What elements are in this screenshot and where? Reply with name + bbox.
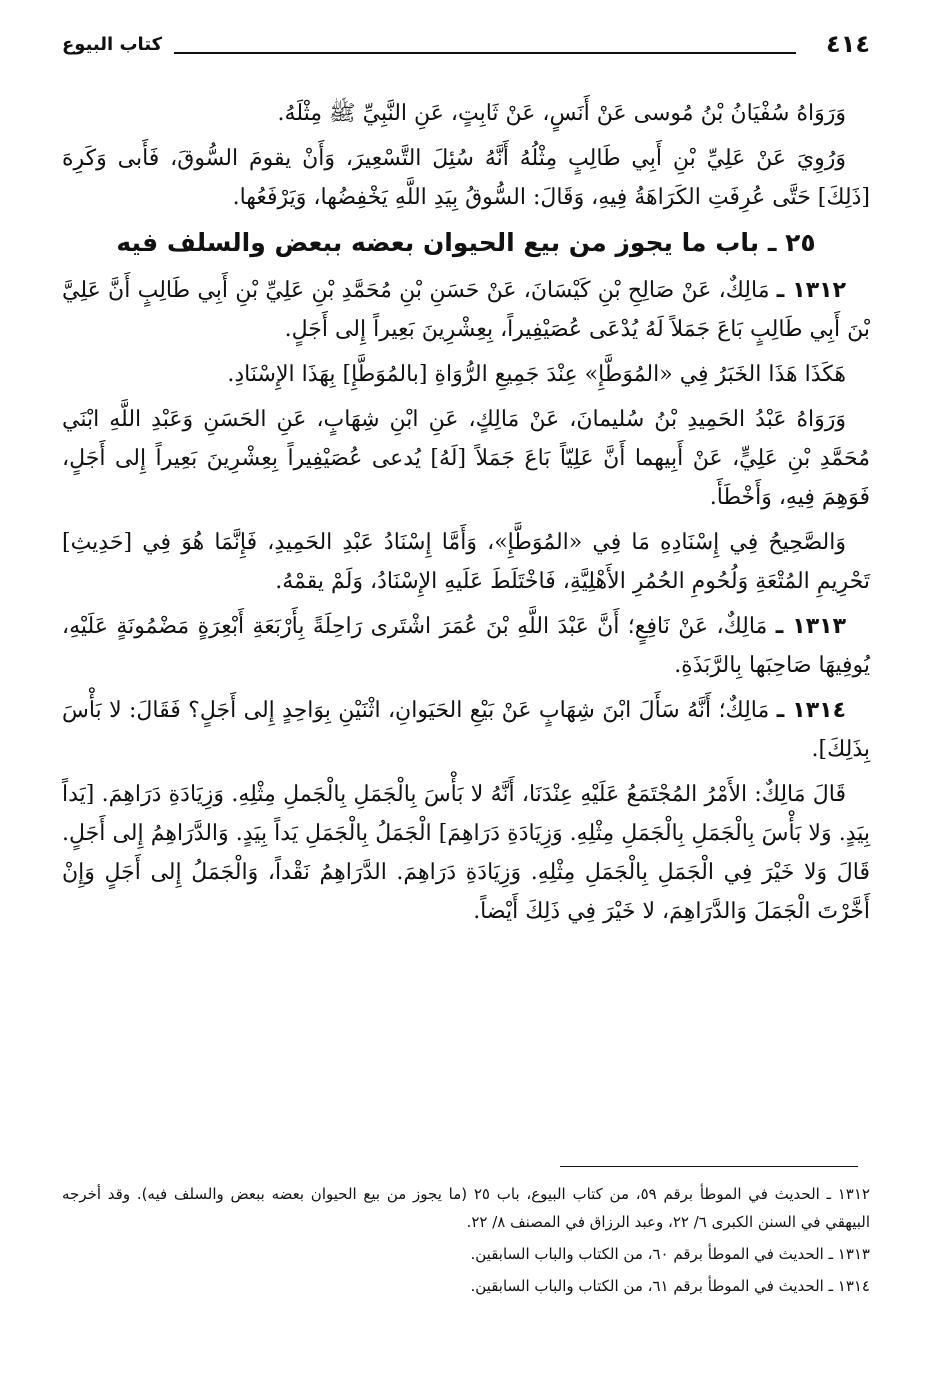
header-rule [174, 52, 796, 54]
hadith-number: ١٣١٣ ـ [775, 614, 846, 639]
main-text [62, 94, 870, 937]
footnote-rule [560, 1166, 858, 1167]
footnote-1313: ١٣١٣ ـ الحديث في الموطأ برقم ٦٠، من الكتاب والباب السابقين. [470, 1245, 870, 1263]
page-number: ٤١٤ [826, 30, 870, 58]
hadith-1312 [62, 271, 870, 349]
hadith-text: مَالِكٌ؛ أَنَّهُ سَأَلَ ابْنَ شِهَابٍ عَنْ بَيْعِ الحَيَوانِ، اثْنَيْنِ بِوَاحِدٍ إِلى أَجَلٍ؟ فَقَالَ: لا بَأْسَ بِذَلِكَ]. [62, 698, 870, 762]
hadith-number: ١٣١٢ ـ [776, 278, 846, 303]
paragraph: قَالَ مَالِكٌ: الأَمْرُ المُجْتَمَعُ عَلَيْهِ عِنْدَنَا، أَنَّهُ لا بَأْسَ بِالْجَمَلِ بِالْجَملِ مِثْلِهِ. وَزِيَادَةِ دَرَاهِمَ. [يَداً بِيَدٍ. وَلا بَأْسَ بِالْجَمَلِ بِالْجَمَلِ مِثْلِهِ. وَزِيَادَةِ دَرَاهِمَ] الْجَمَلُ بِالْجَمَلِ يَداً بِيَدٍ. وَالدَّرَاهِمُ إِلى أَجَلٍ. قَالَ وَلا خَيْرَ فِي الْجَمَلِ بِالْجَمَلِ مِثْلِهِ. وَزِيَادَةِ دَرَاهِمَ. الدَّرَاهِمُ نَقْداً، وَالْجَمَلُ إِلى أَجَلٍ وَإِنْ أَخَّرْتَ الْجَمَلَ وَالدَّرَاهِمَ، لا خَيْرَ فِي ذَلِكَ أَيْضاً. [62, 782, 870, 924]
paragraph: وَرَوَاهُ سُفْيَانُ بْنُ مُوسى عَنْ أَنَسٍ، عَنْ ثَابِتٍ، عَنِ النَّبِيِّ ﷺ مِثْلَهُ. [277, 101, 846, 126]
paragraph: هَكَذَا هَذَا الخَبَرُ فِي «المُوَطَّإِ» عِنْدَ جَمِيعِ الرُّوَاةِ [بالمُوَطَّإِ] بِهَذَا الإِسْنَادِ. [227, 362, 846, 387]
footnote-1312: ١٣١٢ ـ الحديث في الموطأ برقم ٥٩، من كتاب البيوع، باب ٢٥ (ما يجوز من بيع الحيوان بعضه ببعض والسلف فيه). وقد أخرجه البيهقي في السنن الكبرى ٦/ ٢٢، وعبد الرزاق في المصنف ٨/ ٢٢. [62, 1185, 870, 1231]
hadith-text: مَالِكٌ، عَنْ نَافِعٍ؛ أَنَّ عَبْدَ اللَّهِ بْنَ عُمَرَ اشْتَرى رَاحِلَةً بِأَرْبَعَةِ أَبْعِرَةٍ مَضْمُونَةٍ عَلَيْهِ، يُوفِيهَا صَاحِبَها بِالرَّبَذَةِ. [62, 614, 870, 678]
paragraph: وَرُوِيَ عَنْ عَلِيِّ بْنِ أَبِي طَالِبٍ مِثْلُهُ أَنَّهُ سُئِلَ التَّسْعِيرَ، وَأَنْ يقومَ السُّوقَ، فَأَبى وَكَرِهَ [ذَلِكَ] حَتَّى عُرِفَتِ الكَرَاهَةُ فِيهِ، وَقَالَ: السُّوقُ بِيَدِ اللَّهِ يَخْفِضُها، وَيَرْفَعُها. [62, 146, 870, 210]
chapter-heading: ٢٥ ـ باب ما يجوز من بيع الحيوان بعضه ببعض والسلف فيه [116, 228, 816, 257]
paragraph: وَالصَّحِيحُ فِي إِسْنَادِهِ مَا فِي «المُوَطَّإِ»، وَأَمَّا إِسْنَادُ عَبْدِ الحَمِيدِ، فَإِنَّمَا هُوَ فِي [حَدِيثِ] تَحْرِيمِ المُتْعَةِ وَلُحُومِ الحُمُرِ الأَهْلِيَّةِ، فَاخْتَلَطَ عَلَيهِ الإِسْنَادُ، وَلَمْ يقمْهُ. [62, 530, 870, 594]
hadith-1313 [62, 607, 870, 685]
footnote-1314: ١٣١٤ ـ الحديث في الموطأ برقم ٦١، من الكتاب والباب السابقين. [470, 1277, 870, 1295]
footnotes [62, 1180, 870, 1304]
page-header [62, 30, 870, 60]
hadith-1314 [62, 691, 870, 769]
hadith-text: مَالِكٌ، عَنْ صَالِحِ بْنِ كَيْسَانَ، عَنْ حَسَنِ بْنِ مُحَمَّدِ بْنِ عَلِيِّ بْنِ أَبِي طَالِبٍ أَنَّ عَلِيَّ بْنَ أَبِي طَالِبٍ بَاعَ جَمَلاً لَهُ يُدْعَى عُصَيْفِيراً، بِعِشْرِينَ بَعِيراً إِلى أَجَلٍ. [62, 278, 870, 342]
paragraph: وَرَوَاهُ عَبْدُ الحَمِيدِ بْنُ سُليمانَ، عَنْ مَالِكٍ، عَنِ ابْنِ شِهَابٍ، عَنِ الحَسَنِ وَعَبْدِ اللَّهِ ابْنَي مُحَمَّدِ بْنِ عَلِيٍّ، عَنْ أَبِيهما أَنَّ عَلِيّاً بَاعَ جَمَلاً [لَهُ] يُدعى عُصَيْفِيراً بِعِشْرِينَ بَعِيراً إِلى أَجَلٍ، فَوَهِمَ فِيهِ، وَأَخْطَأَ. [62, 407, 870, 510]
running-title: كتاب البيوع [62, 34, 163, 55]
hadith-number: ١٣١٤ ـ [776, 698, 847, 723]
